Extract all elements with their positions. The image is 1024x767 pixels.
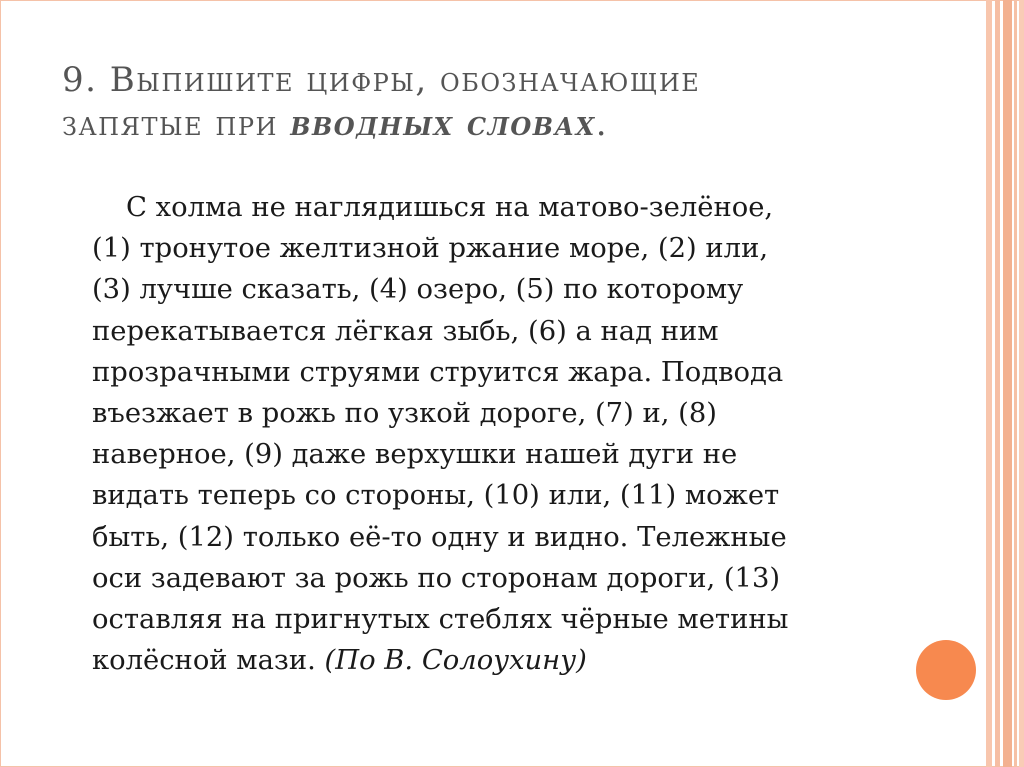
- passage-line: прозрачными струями струится жара. Подвода: [92, 356, 784, 388]
- passage-line: видать теперь со стороны, (10) или, (11) может: [92, 480, 780, 512]
- attribution: (По В. Солоухину): [324, 645, 587, 677]
- stripe: [995, 0, 1000, 767]
- passage-line: быть, (12) только её-то одну и видно. Тележные: [92, 521, 787, 553]
- stripe: [1014, 0, 1017, 767]
- decorative-circle: [916, 640, 976, 700]
- passage-line: (3) лучше сказать, (4) озеро, (5) по которому: [92, 274, 744, 306]
- passage-line: наверное, (9) даже верхушки нашей дуги не: [92, 439, 738, 471]
- passage-last-line: [92, 640, 892, 681]
- title-line-1: 9. Выпишите цифры, обозначающие: [62, 60, 701, 100]
- passage-line: (1) тронутое желтизной ржание море, (2) или,: [92, 233, 769, 265]
- decorative-stripes: [986, 0, 1024, 767]
- passage-line: перекатывается лёгкая зыбь, (6) а над ним: [92, 315, 719, 347]
- title-suffix: .: [595, 104, 609, 144]
- passage-line: въезжает в рожь по узкой дороге, (7) и, (8): [92, 398, 717, 430]
- title-prefix: запятые при: [62, 104, 291, 144]
- title-emphasis: вводных словах: [290, 104, 596, 144]
- stripe: [1003, 0, 1012, 767]
- title-line-2: [62, 102, 942, 146]
- stripe: [1019, 0, 1024, 767]
- last-line-text: колёсной мази.: [92, 645, 325, 677]
- passage: [92, 187, 892, 681]
- stripe: [986, 0, 992, 767]
- passage-line: оси задевают за рожь по сторонам дороги, (13): [92, 562, 781, 594]
- passage-line: С холма не наглядишься на матово-зелёное,: [126, 192, 774, 223]
- slide-title: [62, 58, 942, 146]
- passage-line: оставляя на пригнутых стеблях чёрные метины: [92, 604, 789, 636]
